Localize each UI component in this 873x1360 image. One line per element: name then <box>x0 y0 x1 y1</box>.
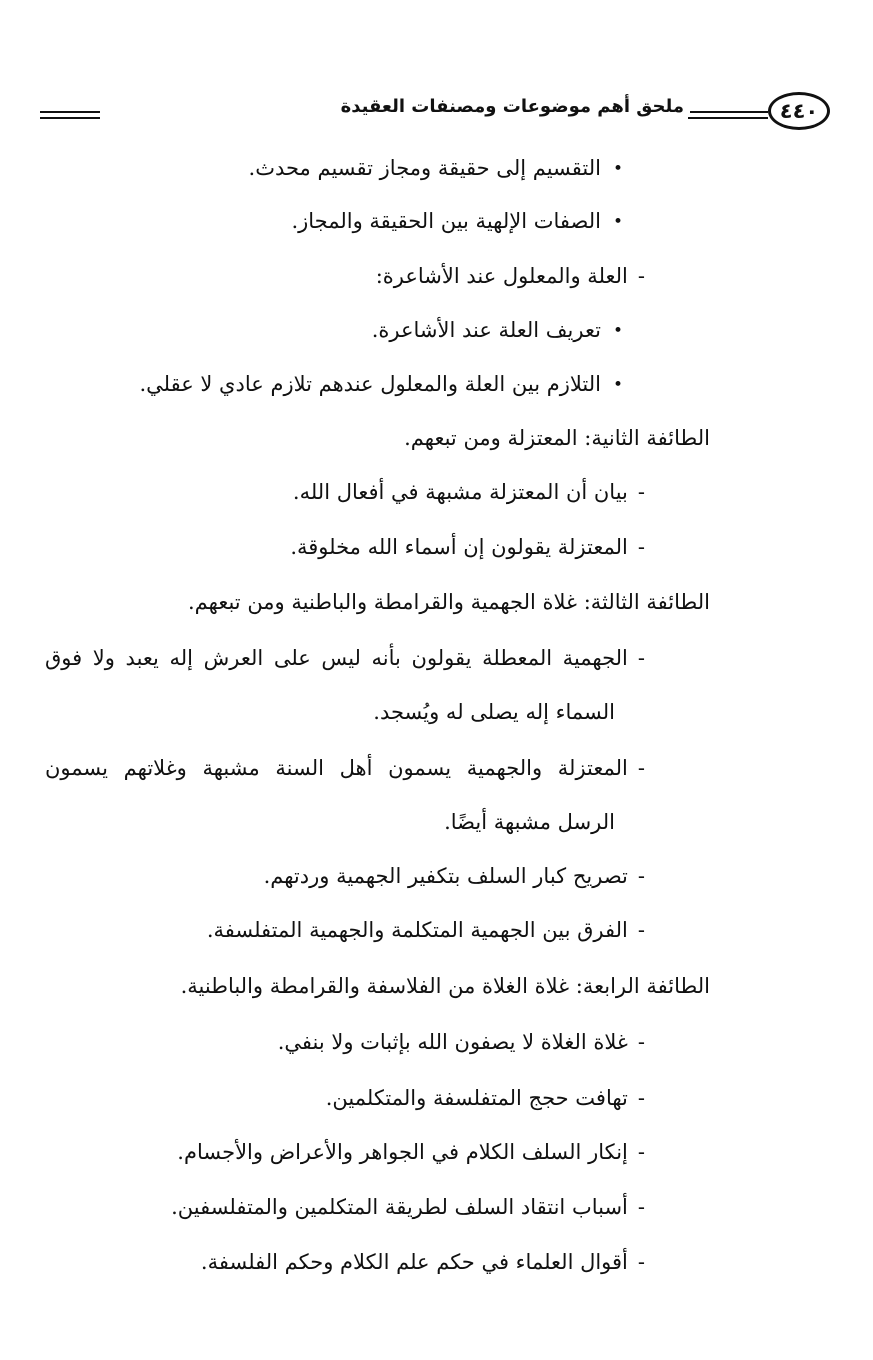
list-item <box>177 1140 645 1165</box>
line-text: المعتزلة يقولون إن أسماء الله مخلوقة. <box>290 535 628 559</box>
line-text: تهافت حجج المتفلسفة والمتكلمين. <box>325 1086 628 1110</box>
line-text: الطائفة الرابعة: غلاة الغلاة من الفلاسفة والقرامطة والباطنية. <box>180 974 710 998</box>
section-heading <box>181 974 710 999</box>
line-text: تعريف العلة عند الأشاعرة. <box>371 318 601 342</box>
continuation-line <box>373 700 615 725</box>
header-rule-right <box>688 111 768 119</box>
list-item <box>139 372 623 397</box>
line-text: الجهمية المعطلة يقولون بأنه ليس على العرش إله يعبد ولا فوق <box>45 646 628 670</box>
dash-marker: - <box>637 1030 645 1054</box>
line-text: أسباب انتقاد السلف لطريقة المتكلمين والمتفلسفين. <box>171 1195 628 1219</box>
dash-marker: - <box>637 1195 645 1219</box>
line-text: الرسل مشبهة أيضًا. <box>444 810 615 834</box>
dash-marker: - <box>637 1250 645 1274</box>
list-item <box>372 318 623 343</box>
dash-marker: - <box>637 1086 645 1110</box>
list-item <box>249 156 623 181</box>
list-item <box>278 1030 645 1055</box>
list-item <box>207 918 645 943</box>
list-item <box>45 646 645 671</box>
dash-marker: - <box>637 535 645 559</box>
list-item <box>326 1086 645 1111</box>
continuation-line <box>444 810 615 835</box>
line-text: العلة والمعلول عند الأشاعرة: <box>375 264 628 288</box>
line-text: التقسيم إلى حقيقة ومجاز تقسيم محدث. <box>248 156 601 180</box>
dash-marker: - <box>637 646 645 670</box>
bullet-marker: • <box>612 321 623 342</box>
line-text: الطائفة الثالثة: غلاة الجهمية والقرامطة والباطنية ومن تبعهم. <box>188 590 710 614</box>
section-heading <box>188 590 710 615</box>
list-item <box>290 535 645 560</box>
line-text: أقوال العلماء في حكم علم الكلام وحكم الفلسفة. <box>200 1250 628 1274</box>
list-item <box>291 209 623 234</box>
line-text: الطائفة الثانية: المعتزلة ومن تبعهم. <box>404 426 710 450</box>
page-header <box>40 84 830 134</box>
list-item <box>376 264 645 289</box>
list-item <box>201 1250 645 1275</box>
dash-marker: - <box>637 1140 645 1164</box>
line-text: المعتزلة والجهمية يسمون أهل السنة مشبهة وغلاتهم يسمون <box>45 756 628 780</box>
bullet-marker: • <box>612 212 623 233</box>
line-text: بيان أن المعتزلة مشبهة في أفعال الله. <box>292 480 628 504</box>
dash-marker: - <box>637 756 645 780</box>
bullet-marker: • <box>612 159 623 180</box>
section-heading <box>404 426 710 451</box>
list-item <box>171 1195 645 1220</box>
list-item <box>264 864 645 889</box>
dash-marker: - <box>637 864 645 888</box>
running-title: ملحق أهم موضوعات ومصنفات العقيدة <box>335 96 690 117</box>
line-text: الفرق بين الجهمية المتكلمة والجهمية المتفلسفة. <box>206 918 628 942</box>
dash-marker: - <box>637 918 645 942</box>
line-text: السماء إله يصلى له ويُسجد. <box>373 700 615 724</box>
dash-marker: - <box>637 264 645 288</box>
list-item <box>293 480 645 505</box>
list-item <box>45 756 645 781</box>
bullet-marker: • <box>612 375 623 396</box>
line-text: الصفات الإلهية بين الحقيقة والمجاز. <box>291 209 601 233</box>
line-text: التلازم بين العلة والمعلول عندهم تلازم عادي لا عقلي. <box>139 372 601 396</box>
dash-marker: - <box>637 480 645 504</box>
page-number: ٤٤٠ <box>768 92 830 130</box>
line-text: غلاة الغلاة لا يصفون الله بإثبات ولا بنفي. <box>277 1030 628 1054</box>
header-rule-left <box>40 111 100 119</box>
line-text: تصريح كبار السلف بتكفير الجهمية وردتهم. <box>263 864 628 888</box>
line-text: إنكار السلف الكلام في الجواهر والأعراض والأجسام. <box>177 1140 628 1164</box>
